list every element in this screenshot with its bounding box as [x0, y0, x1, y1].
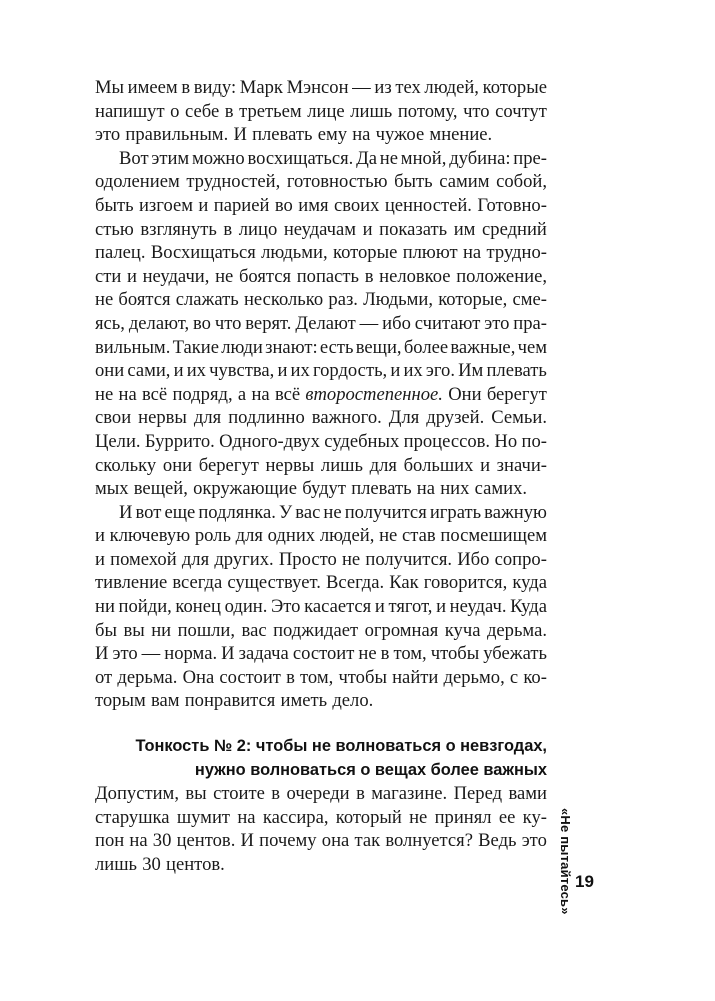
text-line: палец. Восхищаться людьми, которые плюют на трудно-: [95, 242, 547, 264]
page-number: 19: [575, 872, 594, 891]
text-line: вильным. Такие люди знают: есть вещи, более важные, чем: [95, 336, 547, 358]
page-body: [95, 76, 547, 877]
text-line: сти и неудачи, не боятся попасть в неловкое положение,: [95, 265, 547, 287]
text-line: от дерьма. Она состоит в том, чтобы найти дерьмо, с ко-: [95, 666, 547, 688]
section-heading-line-1: Тонкость № 2: чтобы не волноваться о невзгодах,: [135, 737, 547, 756]
text-line: бы вы ни пошли, вас поджидает огромная куча дерьма.: [95, 619, 547, 641]
text-line: не на всё подряд, а на всё второстепенное. Они берегут: [95, 383, 547, 405]
text-line: И вот еще подлянка. У вас не получится играть важную: [119, 501, 547, 523]
text-line: Вот этим можно восхищаться. Да не мной, дубина: пре-: [119, 147, 547, 169]
text-line: лишь 30 центов.: [95, 854, 225, 875]
paragraph: [95, 76, 547, 147]
text-line: Цели. Буррито. Одного-двух судебных процессов. Но по-: [95, 430, 547, 452]
text-line: это правильным. И плевать ему на чужое мнение.: [95, 124, 493, 146]
text-line: не боятся слажать несколько раз. Людьми, которые, сме-: [95, 289, 547, 311]
text-line: скольку они берегут нервы лишь для больших и значи-: [95, 454, 547, 476]
text-line: быть изгоем и парией во имя своих ценностей. Готовно-: [95, 194, 547, 216]
text-line: пон на 30 центов. И почему она так волнуется? Ведь это: [95, 830, 547, 852]
text-line: И это — норма. И задача состоит не в том, чтобы убежать: [95, 643, 547, 665]
text-line: торым вам понравится иметь дело.: [95, 690, 374, 712]
text-line: одолением трудностей, готовностью быть самим собой,: [95, 171, 547, 193]
paragraph: [95, 147, 547, 501]
text-line: Мы имеем в виду: Марк Мэнсон — из тех людей, которые: [95, 77, 547, 98]
text-line: мых вещей, окружающие будут плевать на них самих.: [95, 478, 528, 500]
text-line: напишут о себе в третьем лице лишь потому, что сочтут: [95, 100, 547, 122]
text-line: свои нервы для подлинно важного. Для друзей. Семьи.: [95, 407, 547, 429]
running-head: «Не пытайтесь»: [558, 808, 573, 915]
text-line: и ключевую роль для одних людей, не став посмешищем: [95, 525, 547, 547]
paragraph: [95, 501, 547, 713]
text-line: старушка шумит на кассира, который не принял ее ку-: [95, 806, 547, 828]
text-line: стью взглянуть в лицо неудачам и показать им средний: [95, 218, 547, 240]
text-line: ни пойди, конец один. Это касается и тягот, и неудач. Куда: [95, 596, 547, 618]
section-paragraph: [95, 782, 547, 876]
section-gap: [95, 713, 547, 735]
body-paragraphs: [95, 76, 547, 713]
text-line: тивление всегда существует. Всегда. Как говорится, куда: [95, 572, 547, 594]
text-line: и помехой для других. Просто не получится. Ибо сопро-: [95, 548, 547, 570]
section-heading: [95, 735, 547, 782]
text-line: ясь, делают, во что верят. Делают — ибо считают это пра-: [95, 312, 547, 334]
text-line: они сами, и их чувства, и их гордость, и их эго. Им плевать: [95, 360, 547, 382]
text-line: Допустим, вы стоите в очереди в магазине. Перед вами: [95, 783, 547, 805]
section-heading-line-2: нужно волноваться о вещах более важных: [194, 760, 547, 779]
